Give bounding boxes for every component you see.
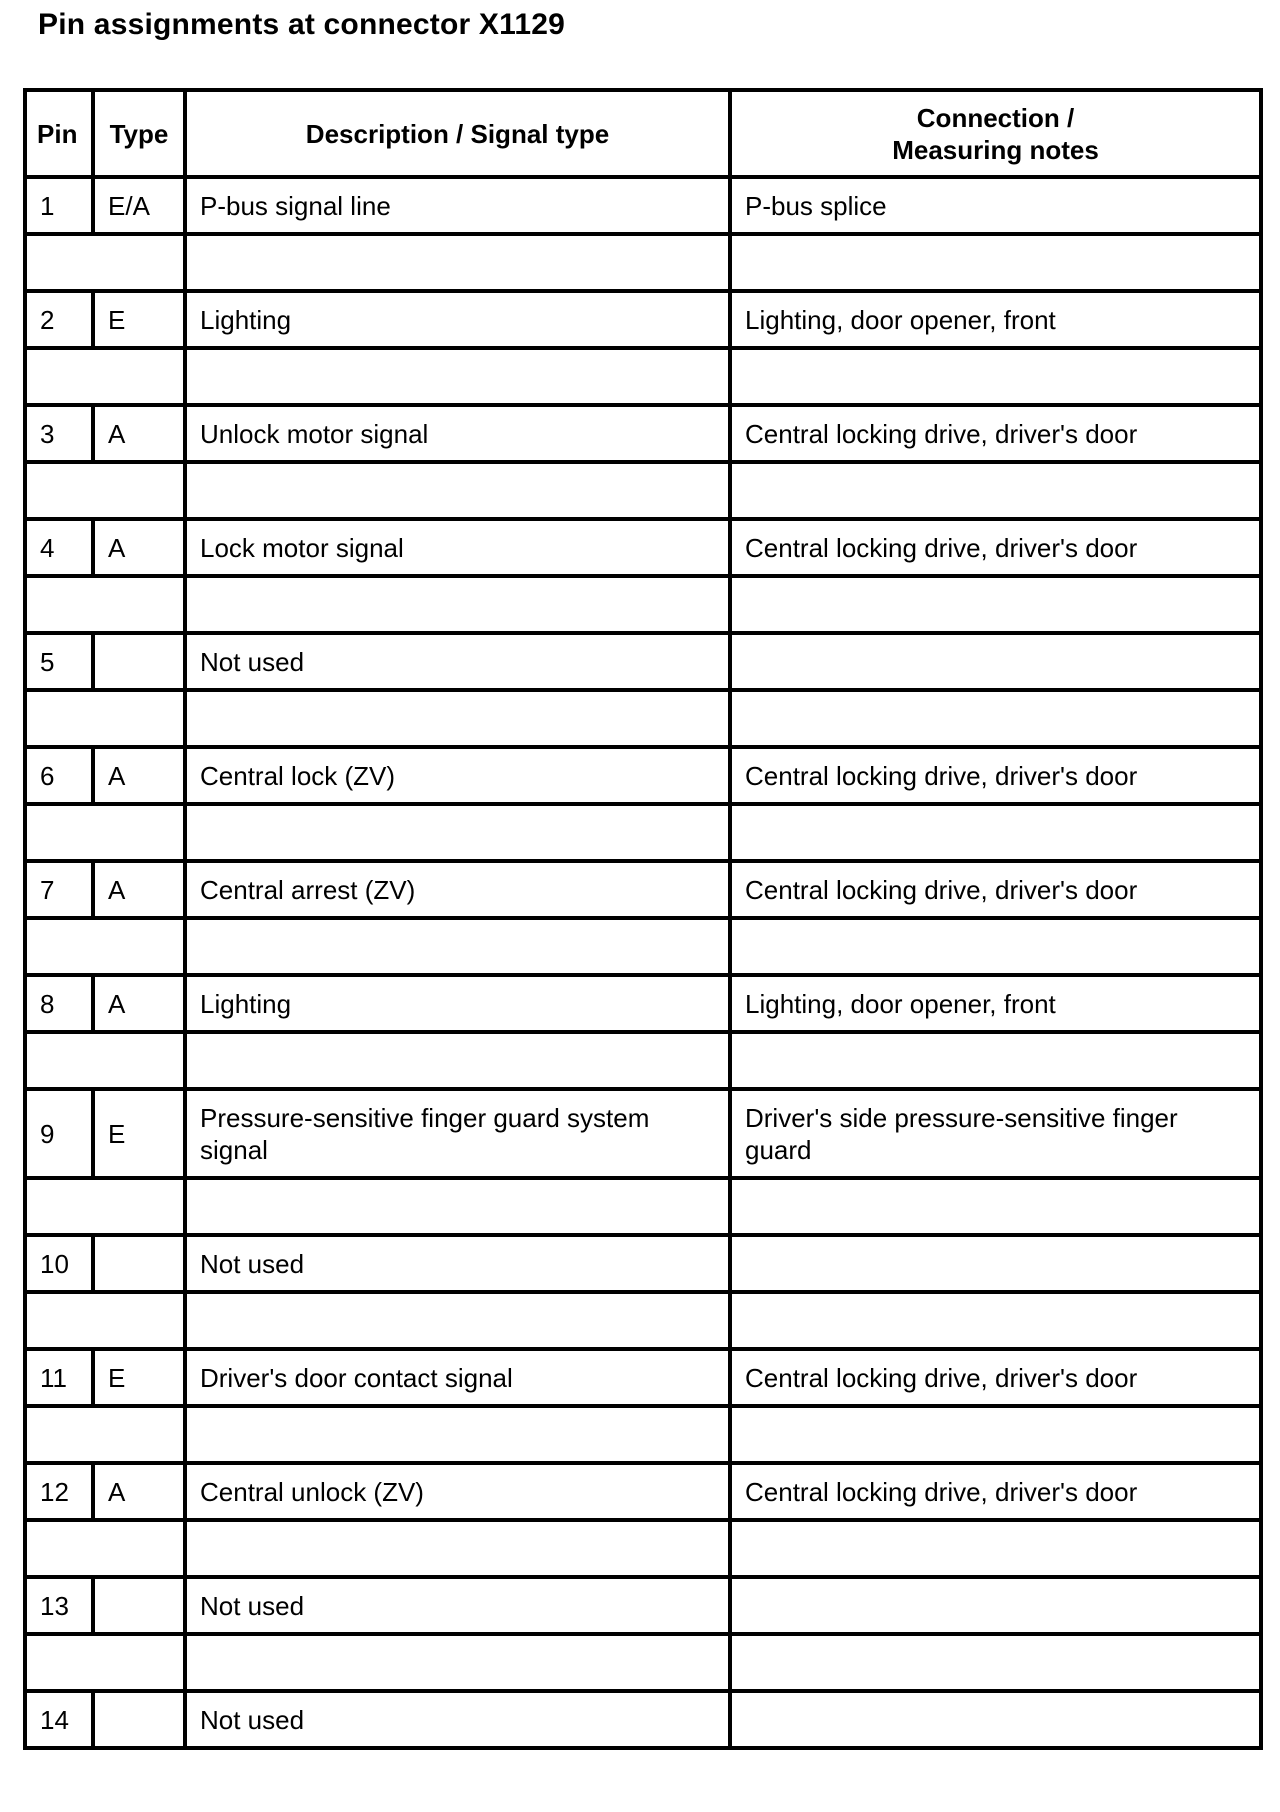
spacer-cell (185, 348, 730, 405)
spacer-cell (730, 1032, 1261, 1089)
spacer-cell (730, 348, 1261, 405)
cell-type (93, 1691, 185, 1748)
header-pin: Pin (25, 90, 93, 177)
header-connection-line1: Connection / (916, 102, 1075, 133)
table-row (25, 861, 1261, 918)
spacer-row (25, 1406, 1261, 1463)
table-row (25, 1691, 1261, 1748)
cell-type: A (93, 975, 185, 1032)
spacer-cell (185, 804, 730, 861)
spacer-cell (25, 234, 185, 291)
cell-pin: 3 (25, 405, 93, 462)
table-row (25, 1235, 1261, 1292)
cell-description: Central arrest (ZV) (185, 861, 730, 918)
table-body (25, 177, 1261, 1748)
table-row (25, 1089, 1261, 1178)
table-row (25, 519, 1261, 576)
spacer-row (25, 462, 1261, 519)
spacer-cell (730, 1292, 1261, 1349)
spacer-cell (25, 918, 185, 975)
cell-type: A (93, 861, 185, 918)
pin-assignment-table (23, 88, 1263, 1750)
cell-type (93, 1577, 185, 1634)
cell-connection (730, 1577, 1261, 1634)
spacer-cell (185, 576, 730, 633)
cell-pin: 13 (25, 1577, 93, 1634)
spacer-cell (25, 348, 185, 405)
spacer-cell (25, 462, 185, 519)
spacer-row (25, 804, 1261, 861)
cell-pin: 5 (25, 633, 93, 690)
cell-connection (730, 633, 1261, 690)
spacer-row (25, 234, 1261, 291)
cell-type: E (93, 291, 185, 348)
cell-description: Unlock motor signal (185, 405, 730, 462)
cell-connection (730, 1691, 1261, 1748)
cell-type (93, 1235, 185, 1292)
cell-description: Lighting (185, 291, 730, 348)
cell-pin: 10 (25, 1235, 93, 1292)
page-title: Pin assignments at connector X1129 (38, 8, 565, 41)
spacer-row (25, 1178, 1261, 1235)
cell-pin: 8 (25, 975, 93, 1032)
spacer-cell (25, 1292, 185, 1349)
cell-description: Pressure-sensitive finger guard system signal (185, 1089, 730, 1178)
cell-description: Lighting (185, 975, 730, 1032)
cell-pin: 1 (25, 177, 93, 234)
spacer-row (25, 1292, 1261, 1349)
spacer-row (25, 1634, 1261, 1691)
cell-description: Not used (185, 1691, 730, 1748)
spacer-cell (25, 1520, 185, 1577)
cell-connection: Central locking drive, driver's door (730, 1463, 1261, 1520)
cell-connection: Central locking drive, driver's door (730, 405, 1261, 462)
spacer-cell (25, 690, 185, 747)
header-connection (730, 90, 1261, 177)
spacer-row (25, 918, 1261, 975)
spacer-cell (185, 1032, 730, 1089)
cell-description: P-bus signal line (185, 177, 730, 234)
spacer-row (25, 1520, 1261, 1577)
table-header-row (25, 90, 1261, 177)
spacer-cell (25, 1178, 185, 1235)
spacer-cell (185, 1178, 730, 1235)
cell-connection: Lighting, door opener, front (730, 975, 1261, 1032)
table-row (25, 177, 1261, 234)
cell-pin: 4 (25, 519, 93, 576)
spacer-row (25, 690, 1261, 747)
spacer-cell (25, 804, 185, 861)
spacer-cell (185, 1520, 730, 1577)
spacer-row (25, 348, 1261, 405)
cell-pin: 7 (25, 861, 93, 918)
cell-description: Not used (185, 1577, 730, 1634)
cell-pin: 12 (25, 1463, 93, 1520)
cell-description: Not used (185, 1235, 730, 1292)
spacer-cell (25, 576, 185, 633)
cell-type: E (93, 1089, 185, 1178)
spacer-cell (25, 1032, 185, 1089)
spacer-cell (730, 918, 1261, 975)
spacer-cell (730, 690, 1261, 747)
spacer-cell (185, 1634, 730, 1691)
cell-connection: Lighting, door opener, front (730, 291, 1261, 348)
header-description: Description / Signal type (185, 90, 730, 177)
spacer-cell (185, 1292, 730, 1349)
spacer-cell (25, 1406, 185, 1463)
cell-type (93, 633, 185, 690)
cell-connection (730, 1235, 1261, 1292)
spacer-cell (730, 234, 1261, 291)
cell-pin: 11 (25, 1349, 93, 1406)
cell-description: Not used (185, 633, 730, 690)
cell-description: Central lock (ZV) (185, 747, 730, 804)
spacer-row (25, 576, 1261, 633)
cell-description: Driver's door contact signal (185, 1349, 730, 1406)
spacer-cell (730, 576, 1261, 633)
cell-type: A (93, 405, 185, 462)
spacer-cell (730, 462, 1261, 519)
cell-connection: Central locking drive, driver's door (730, 861, 1261, 918)
cell-description: Lock motor signal (185, 519, 730, 576)
table-row (25, 1463, 1261, 1520)
spacer-cell (185, 918, 730, 975)
spacer-cell (730, 1406, 1261, 1463)
table-row (25, 747, 1261, 804)
spacer-cell (730, 1634, 1261, 1691)
cell-pin: 6 (25, 747, 93, 804)
table-row (25, 1577, 1261, 1634)
cell-description: Central unlock (ZV) (185, 1463, 730, 1520)
table-row (25, 291, 1261, 348)
spacer-cell (185, 234, 730, 291)
spacer-cell (185, 690, 730, 747)
table-row (25, 1349, 1261, 1406)
spacer-cell (730, 804, 1261, 861)
cell-pin: 14 (25, 1691, 93, 1748)
cell-pin: 2 (25, 291, 93, 348)
header-connection-line2: Measuring notes (892, 134, 1099, 165)
table-row (25, 975, 1261, 1032)
cell-connection: Central locking drive, driver's door (730, 1349, 1261, 1406)
cell-type: E (93, 1349, 185, 1406)
spacer-cell (185, 462, 730, 519)
cell-type: E/A (93, 177, 185, 234)
spacer-cell (730, 1178, 1261, 1235)
cell-connection: P-bus splice (730, 177, 1261, 234)
cell-type: A (93, 1463, 185, 1520)
cell-connection: Driver's side pressure-sensitive finger guard (730, 1089, 1261, 1178)
spacer-row (25, 1032, 1261, 1089)
table-row (25, 405, 1261, 462)
spacer-cell (730, 1520, 1261, 1577)
spacer-cell (185, 1406, 730, 1463)
table-row (25, 633, 1261, 690)
spacer-cell (25, 1634, 185, 1691)
cell-connection: Central locking drive, driver's door (730, 519, 1261, 576)
cell-connection: Central locking drive, driver's door (730, 747, 1261, 804)
cell-type: A (93, 519, 185, 576)
cell-type: A (93, 747, 185, 804)
header-type: Type (93, 90, 185, 177)
cell-pin: 9 (25, 1089, 93, 1178)
